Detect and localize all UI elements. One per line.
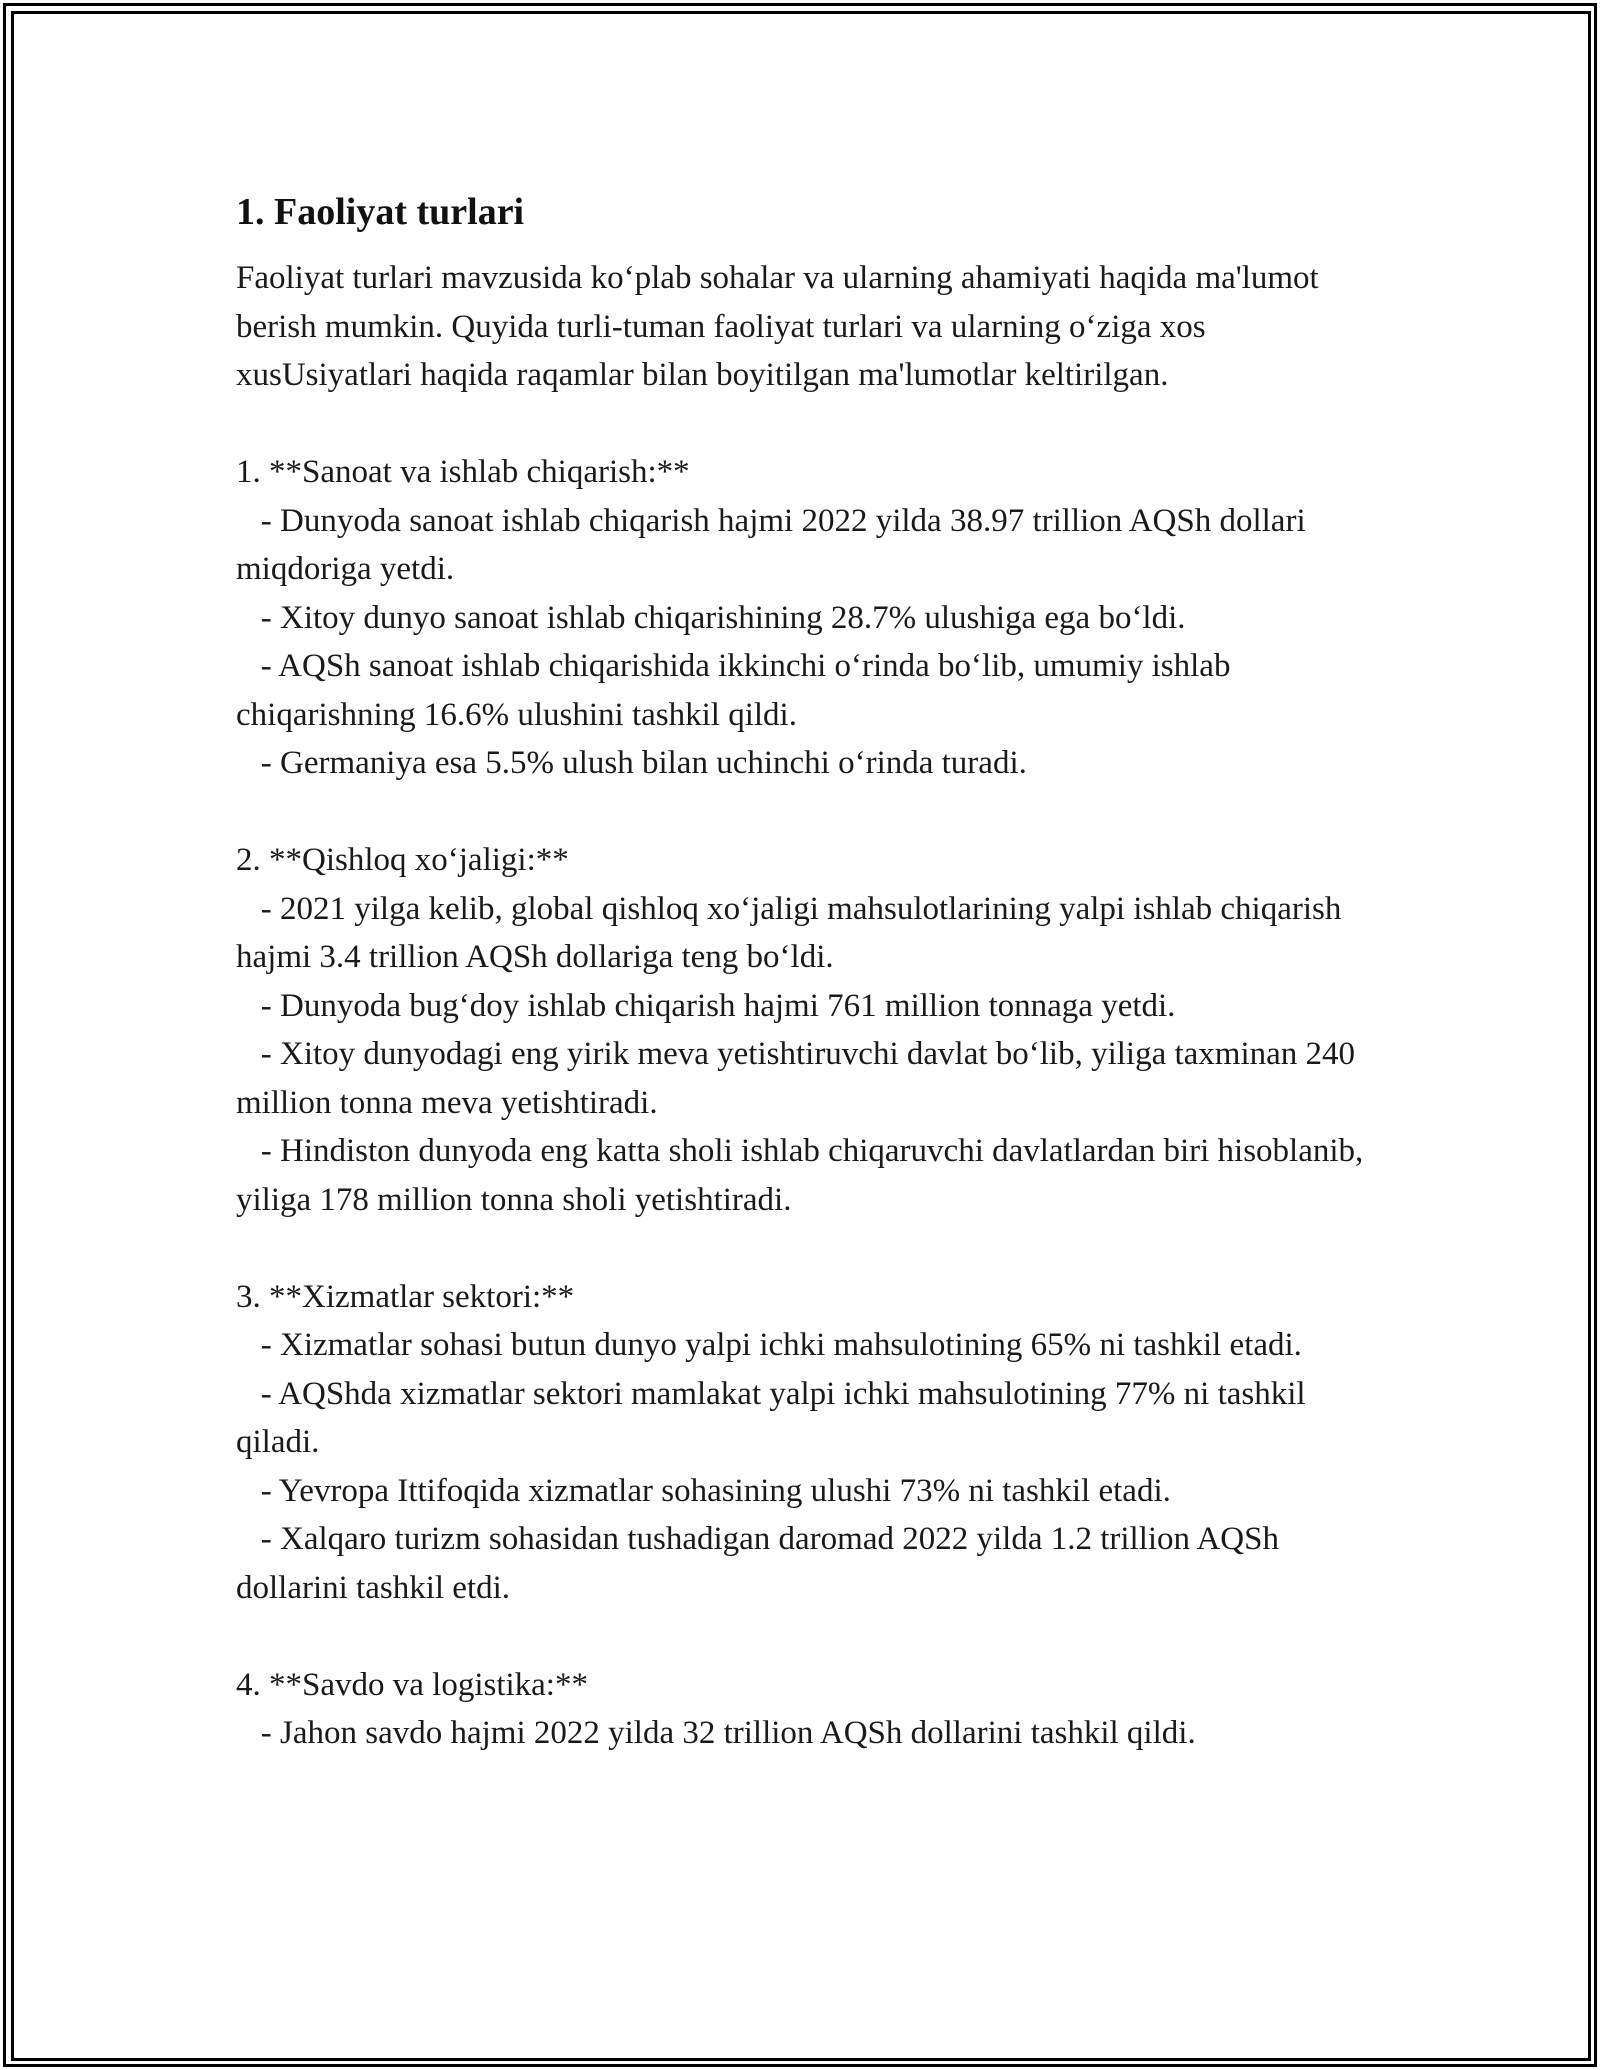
list-item: - Xitoy dunyo sanoat ishlab chiqarishining 28.7% ulushiga ega bo‘ldi.	[236, 599, 1186, 636]
list-item: - Germaniya esa 5.5% ulush bilan uchinchi o‘rinda turadi.	[236, 745, 1027, 781]
list-item: - Yevropa Ittifoqida xizmatlar sohasining ulushi 73% ni tashkil etadi.	[236, 1472, 1171, 1509]
section-services	[236, 1273, 1366, 1613]
list-item: - AQShda xizmatlar sektori mamlakat yalpi ichki mahsulotining 77% ni tashkil qiladi.	[236, 1375, 1314, 1460]
list-item: - Xitoy dunyodagi eng yirik meva yetishtiruvchi davlat bo‘lib, yiliga taxminan 240 million tonna meva yetishtiradi.	[236, 1036, 1364, 1121]
section-industry	[236, 448, 1366, 788]
spacer	[236, 1224, 1366, 1273]
list-item: - Jahon savdo hajmi 2022 yilda 32 trillion AQSh dollarini tashkil qildi.	[236, 1715, 1196, 1751]
list-item: - Xalqaro turizm sohasidan tushadigan daromad 2022 yilda 1.2 trillion AQSh dollarini tashkil etdi.	[236, 1521, 1288, 1606]
section-trade	[236, 1661, 1366, 1758]
section-agriculture	[236, 836, 1372, 1224]
list-item: - AQSh sanoat ishlab chiqarishida ikkinchi o‘rinda bo‘lib, umumiy ishlab chiqarishning 16.6% ulushini tashkil qildi.	[236, 648, 1239, 733]
spacer	[236, 400, 1366, 449]
list-item: - Dunyoda bug‘doy ishlab chiqarish hajmi 761 million tonnaga yetdi.	[236, 987, 1176, 1024]
section-heading: 4. **Savdo va logistika:**	[236, 1666, 588, 1703]
list-item: - Xizmatlar sohasi butun dunyo yalpi ichki mahsulotining 65% ni tashkil etadi.	[236, 1327, 1302, 1363]
intro-paragraph: Faoliyat turlari mavzusida ko‘plab sohalar va ularning ahamiyati haqida ma'lumot berish mumkin. Quyida turli-tuman faoliyat turlari va ularning o‘ziga xos xusUsiyatlari haqida raqamlar bilan boyitilgan ma'lumotlar keltirilgan.	[236, 260, 1327, 393]
spacer	[236, 788, 1366, 837]
section-heading: 2. **Qishloq xo‘jaligi:**	[236, 842, 569, 878]
list-item: - Hindiston dunyoda eng katta sholi ishlab chiqaruvchi davlatlardan biri hisoblanib, yiliga 178 million tonna sholi yetishtiradi.	[236, 1133, 1372, 1218]
list-item: - 2021 yilga kelib, global qishloq xo‘jaligi mahsulotlarining yalpi ishlab chiqarish hajmi 3.4 trillion AQSh dollariga teng bo‘ldi.	[236, 890, 1350, 975]
spacer	[236, 1612, 1366, 1661]
document-body	[236, 186, 1372, 1758]
section-heading: 1. **Sanoat va ishlab chiqarish:**	[236, 454, 690, 490]
list-item: - Dunyoda sanoat ishlab chiqarish hajmi 2022 yilda 38.97 trillion AQSh dollari miqdoriga yetdi.	[236, 502, 1314, 587]
section-heading: 3. **Xizmatlar sektori:**	[236, 1278, 575, 1315]
document-title: 1. Faoliyat turlari	[236, 191, 525, 233]
